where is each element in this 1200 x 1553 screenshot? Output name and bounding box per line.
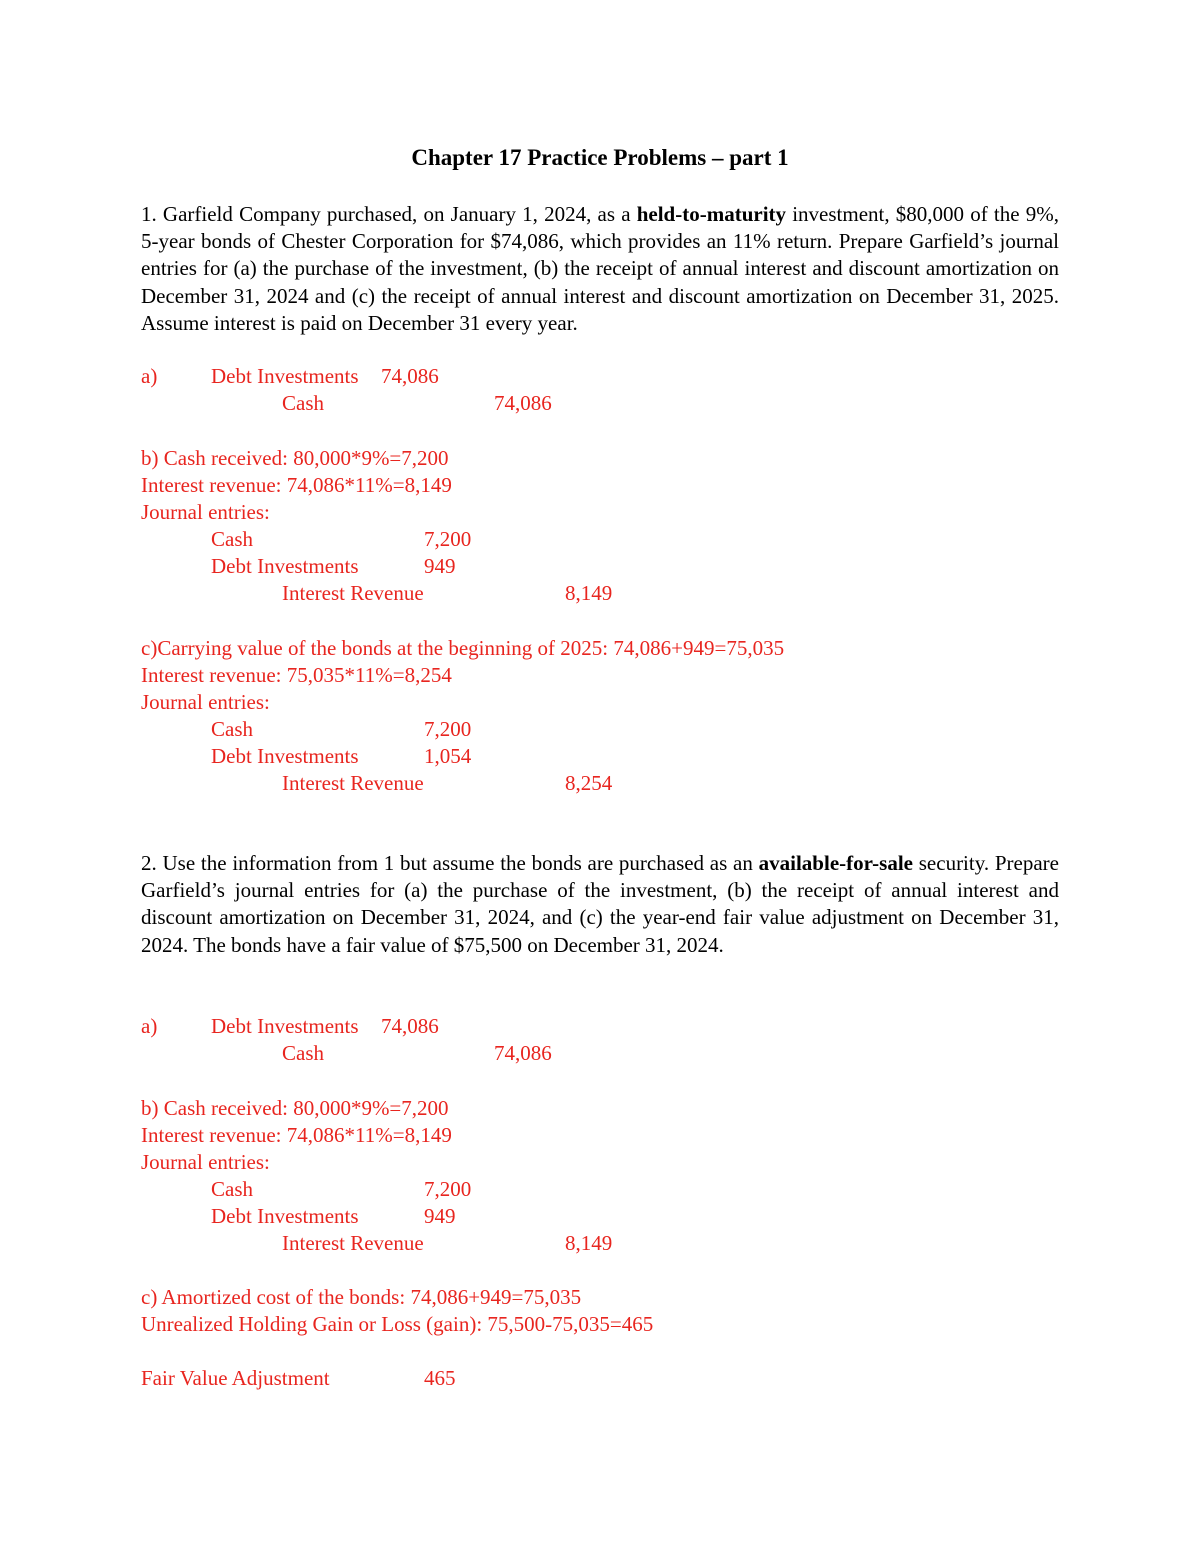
p2-c-unrealized-gain: Unrealized Holding Gain or Loss (gain): 75,500-75,035=465 xyxy=(141,1312,654,1336)
p1-a-debit-amount: 74,086 xyxy=(381,364,439,388)
p2-c-entry1-amount: 465 xyxy=(424,1366,456,1390)
p1-c-entry2-amount: 1,054 xyxy=(424,744,472,768)
p1-b-entry3-amount: 8,149 xyxy=(565,581,613,605)
problem-1-text-start: 1. Garfield Company purchased, on January 1, 2024, as a xyxy=(141,202,637,226)
p1-b-entry2-amount: 949 xyxy=(424,554,456,578)
p1-c-entry1-account: Cash xyxy=(211,717,253,741)
p1-a-label: a) xyxy=(141,364,158,388)
page-title: Chapter 17 Practice Problems – part 1 xyxy=(411,145,789,170)
p2-b-entry2-amount: 949 xyxy=(424,1204,456,1228)
p2-b-journal-heading: Journal entries: xyxy=(141,1150,270,1174)
p1-b-journal-heading: Journal entries: xyxy=(141,500,270,524)
p2-a-debit-amount: 74,086 xyxy=(381,1014,439,1038)
p1-b-interest-revenue: Interest revenue: 74,086*11%=8,149 xyxy=(141,473,452,497)
p2-b-cash-received: b) Cash received: 80,000*9%=7,200 xyxy=(141,1096,449,1120)
problem-2-bold-term: available-for-sale xyxy=(758,851,913,875)
p2-b-entry1-amount: 7,200 xyxy=(424,1177,472,1201)
problem-2-text-end: security. Prepare Garfield’s journal entries for (a) the purchase of the investment, (b) the receipt of annual interest and discount amortization on December 31, 2024, and (c) the year-end fair value adjustment on December 31, 2024. The bonds have a fair value of $75,500 on December 31, 2024. xyxy=(141,851,1059,957)
p2-a-credit-account: Cash xyxy=(282,1041,324,1065)
p1-b-cash-received: b) Cash received: 80,000*9%=7,200 xyxy=(141,446,449,470)
p2-c-entry1-account: Fair Value Adjustment xyxy=(141,1366,330,1390)
problem-1-bold-term: held-to-maturity xyxy=(636,202,787,226)
problem-1-statement xyxy=(141,201,1059,337)
p1-c-interest-revenue: Interest revenue: 75,035*11%=8,254 xyxy=(141,663,452,687)
p2-b-entry2-account: Debt Investments xyxy=(211,1204,359,1228)
p1-c-entry3-amount: 8,254 xyxy=(565,771,613,795)
p1-c-entry3-account: Interest Revenue xyxy=(282,771,424,795)
p1-b-entry1-amount: 7,200 xyxy=(424,527,472,551)
problem-1-text-end: investment, $80,000 of the 9%, 5-year bonds of Chester Corporation for $74,086, which provides an 11% return. Prepare Garfield’s journal entries for (a) the purchase of the investment, (b) the receipt of annual interest and discount amortization on December 31, 2024 and (c) the receipt of annual interest and discount amortization on December 31, 2025. Assume interest is paid on December 31 every year. xyxy=(141,202,1059,335)
p1-b-entry2-account: Debt Investments xyxy=(211,554,359,578)
p2-b-interest-revenue: Interest revenue: 74,086*11%=8,149 xyxy=(141,1123,452,1147)
p2-b-entry3-account: Interest Revenue xyxy=(282,1231,424,1255)
p2-c-amortized-cost: c) Amortized cost of the bonds: 74,086+949=75,035 xyxy=(141,1285,582,1309)
p1-c-carrying-value: c)Carrying value of the bonds at the beginning of 2025: 74,086+949=75,035 xyxy=(141,636,785,660)
p2-a-debit-account: Debt Investments xyxy=(211,1014,359,1038)
p1-b-entry3-account: Interest Revenue xyxy=(282,581,424,605)
p2-b-entry3-amount: 8,149 xyxy=(565,1231,613,1255)
p2-a-credit-amount: 74,086 xyxy=(494,1041,552,1065)
p1-b-entry1-account: Cash xyxy=(211,527,253,551)
problem-2-text-start: 2. Use the information from 1 but assume the bonds are purchased as an xyxy=(141,851,759,875)
p2-b-entry1-account: Cash xyxy=(211,1177,253,1201)
p1-a-credit-account: Cash xyxy=(282,391,324,415)
p1-c-entry2-account: Debt Investments xyxy=(211,744,359,768)
p1-a-debit-account: Debt Investments xyxy=(211,364,359,388)
p1-c-entry1-amount: 7,200 xyxy=(424,717,472,741)
p2-a-label: a) xyxy=(141,1014,158,1038)
problem-2-statement xyxy=(141,850,1059,959)
p1-c-journal-heading: Journal entries: xyxy=(141,690,270,714)
p1-a-credit-amount: 74,086 xyxy=(494,391,552,415)
